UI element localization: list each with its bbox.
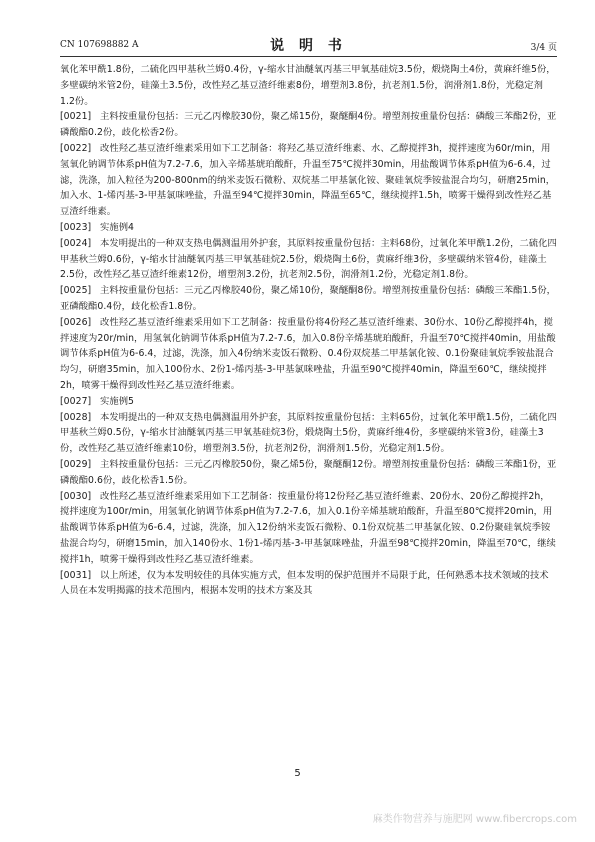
paragraph-text: 以上所述，仅为本发明较佳的具体实施方式，但本发明的保护范围并不局限于此，任何熟悉本技术领域的技术人员在本发明揭露的技术范围内，根据本发明的技术方案及其 [60,569,549,597]
paragraph-number: [0025] [60,285,92,297]
paragraph-number: [0022] [60,142,92,154]
paragraph [60,315,557,394]
paragraph [60,62,557,109]
paragraph [60,489,557,568]
section-heading: 实施例4 [100,221,135,233]
paragraph-number: [0026] [60,316,92,328]
paragraph-number: [0030] [60,490,92,502]
paragraph [60,283,557,315]
page-number: 5 [294,768,301,779]
document-body [60,62,557,599]
paragraph [60,220,557,236]
paragraph [60,568,557,600]
doc-title: 说 明 书 [270,38,347,54]
section-heading: 实施例5 [100,395,135,407]
paragraph [60,236,557,283]
page-indicator: 3/4 页 [530,43,557,53]
paragraph-text: 改性羟乙基豆渣纤维素采用如下工艺制备：按重量份将4份羟乙基豆渣纤维素、30份水、10份乙醇搅拌4h，搅拌速度为20r/min，用氢氧化钠调节体系pH值为7.2-7.6，加入0.8份辛烯基琥珀酸酐，升温至70℃搅拌40min，用盐酸调节体系pH值为6-6.4，过滤，洗涤，加入4份纳米麦饭石微粉、0.4份双烷基二甲基氯化铵、0.1份聚硅氧烷季铵盐混合均匀，研磨35min，加入100份水、2份1-烯丙基-3-甲基氯咪唑盐，升温至90℃搅拌40min，降温至60℃，继续搅拌2h，喷雾干燥得到改性羟乙基豆渣纤维素。 [60,316,556,391]
paragraph-text: 主料按重量份包括：三元乙丙橡胶40份，聚乙烯10份，聚醚酮8份。增塑剂按重量份包括：磷酸三苯酯1.5份，亚磷酸酯0.4份，歧化松香1.8份。 [60,285,557,312]
paragraph-text: 氧化苯甲酰1.8份，二硫化四甲基秋兰姆0.4份，γ-缩水甘油醚氧丙基三甲氧基硅烷3.5份，煅烧陶土4份，黄麻纤维5份，多壁碳纳米管2份，硅藻土3.5份，改性羟乙基豆渣纤维素8份，增塑剂3.8份，抗老剂1.5份，润滑剂1.8份，光稳定剂1.2份。 [60,64,556,107]
watermark: 麻类作物营养与施肥网 www.fibercrops.com [372,814,577,825]
paragraph-text: 本发明提出的一种双支热电偶测温用外护套，其原料按重量份包括：主料65份，过氧化苯甲酰1.5份，二硫化四甲基秋兰姆0.5份，γ-缩水甘油醚氧丙基三甲氧基硅烷3份，煅烧陶土5份，黄麻纤维4份，多壁碳纳米管3份，硅藻土3份，改性羟乙基豆渣纤维素10份，增塑剂3.5份，抗老剂2份，润滑剂1.5份，光稳定剂1.5份。 [60,411,557,455]
page-header [60,34,557,57]
paragraph-text: 改性羟乙基豆渣纤维素采用如下工艺制备：按重量份将12份羟乙基豆渣纤维素、20份水、20份乙醇搅拌2h，搅拌速度为100r/min，用氢氧化钠调节体系pH值为7.2-7.6，加入0.1份辛烯基琥珀酸酐，升温至80℃搅拌20min，用盐酸调节体系pH值为6-6.4，过滤，洗涤，加入12份纳米麦饭石微粉、0.1份双烷基二甲基氯化铵、0.2份聚硅氧烷季铵盐混合均匀，研磨15min，加入140份水、1份1-烯丙基-3-甲基氯咪唑盐，升温至98℃搅拌20min，降温至70℃，继续搅拌1h，喷雾干燥得到改性羟乙基豆渣纤维素。 [60,490,556,565]
paragraph-number: [0024] [60,237,92,249]
paragraph-number: [0027] [60,395,92,407]
paragraph-number: [0031] [60,569,92,581]
paragraph-number: [0029] [60,458,92,470]
paragraph [60,394,557,410]
paragraph [60,109,557,141]
paragraph-text: 本发明提出的一种双支热电偶测温用外护套，其原料按重量份包括：主料68份，过氧化苯甲酰1.2份，二硫化四甲基秋兰姆0.6份，γ-缩水甘油醚氧丙基三甲氧基硅烷2.5份，煅烧陶土6份，黄麻纤维3份，多壁碳纳米管4份，硅藻土2.5份，改性羟乙基豆渣纤维素12份，增塑剂3.2份，抗老剂2.5份，润滑剂1.2份，光稳定剂1.8份。 [60,237,557,281]
paragraph-text: 主料按重量份包括：三元乙丙橡胶50份，聚乙烯5份，聚醚酮12份。增塑剂按重量份包括：磷酸三苯酯1份，亚磷酸酯0.6份，歧化松香1.5份。 [60,458,557,486]
paragraph-number: [0021] [60,111,92,123]
paragraph [60,410,557,457]
paragraph [60,141,557,220]
paragraph-number: [0023] [60,221,92,233]
paragraph-text: 主料按重量份包括：三元乙丙橡胶30份，聚乙烯15份，聚醚酮4份。增塑剂按重量份包括：磷酸三苯酯2份，亚磷酸酯0.2份，歧化松香2份。 [60,111,557,139]
doc-number: CN 107698882 A [60,40,139,50]
paragraph [60,457,557,489]
paragraph-text: 改性羟乙基豆渣纤维素采用如下工艺制备：将羟乙基豆渣纤维素、水、乙醇搅拌3h，搅拌速度为60r/min，用氢氧化钠调节体系pH值为7.2-7.6，加入辛烯基琥珀酸酐，升温至75℃搅拌30min，用盐酸调节体系pH值为6-6.4，过滤，洗涤，加入粒径为200-800nm的纳米麦饭石微粉、双烷基二甲基氯化铵、聚硅氧烷季铵盐混合均匀，研磨25min，加入水、1-烯丙基-3-甲基氯咪唑盐，升温至94℃搅拌30min，降温至65℃，继续搅拌1.5h，喷雾干燥得到改性羟乙基豆渣纤维素。 [60,142,556,218]
paragraph-number: [0028] [60,411,92,423]
